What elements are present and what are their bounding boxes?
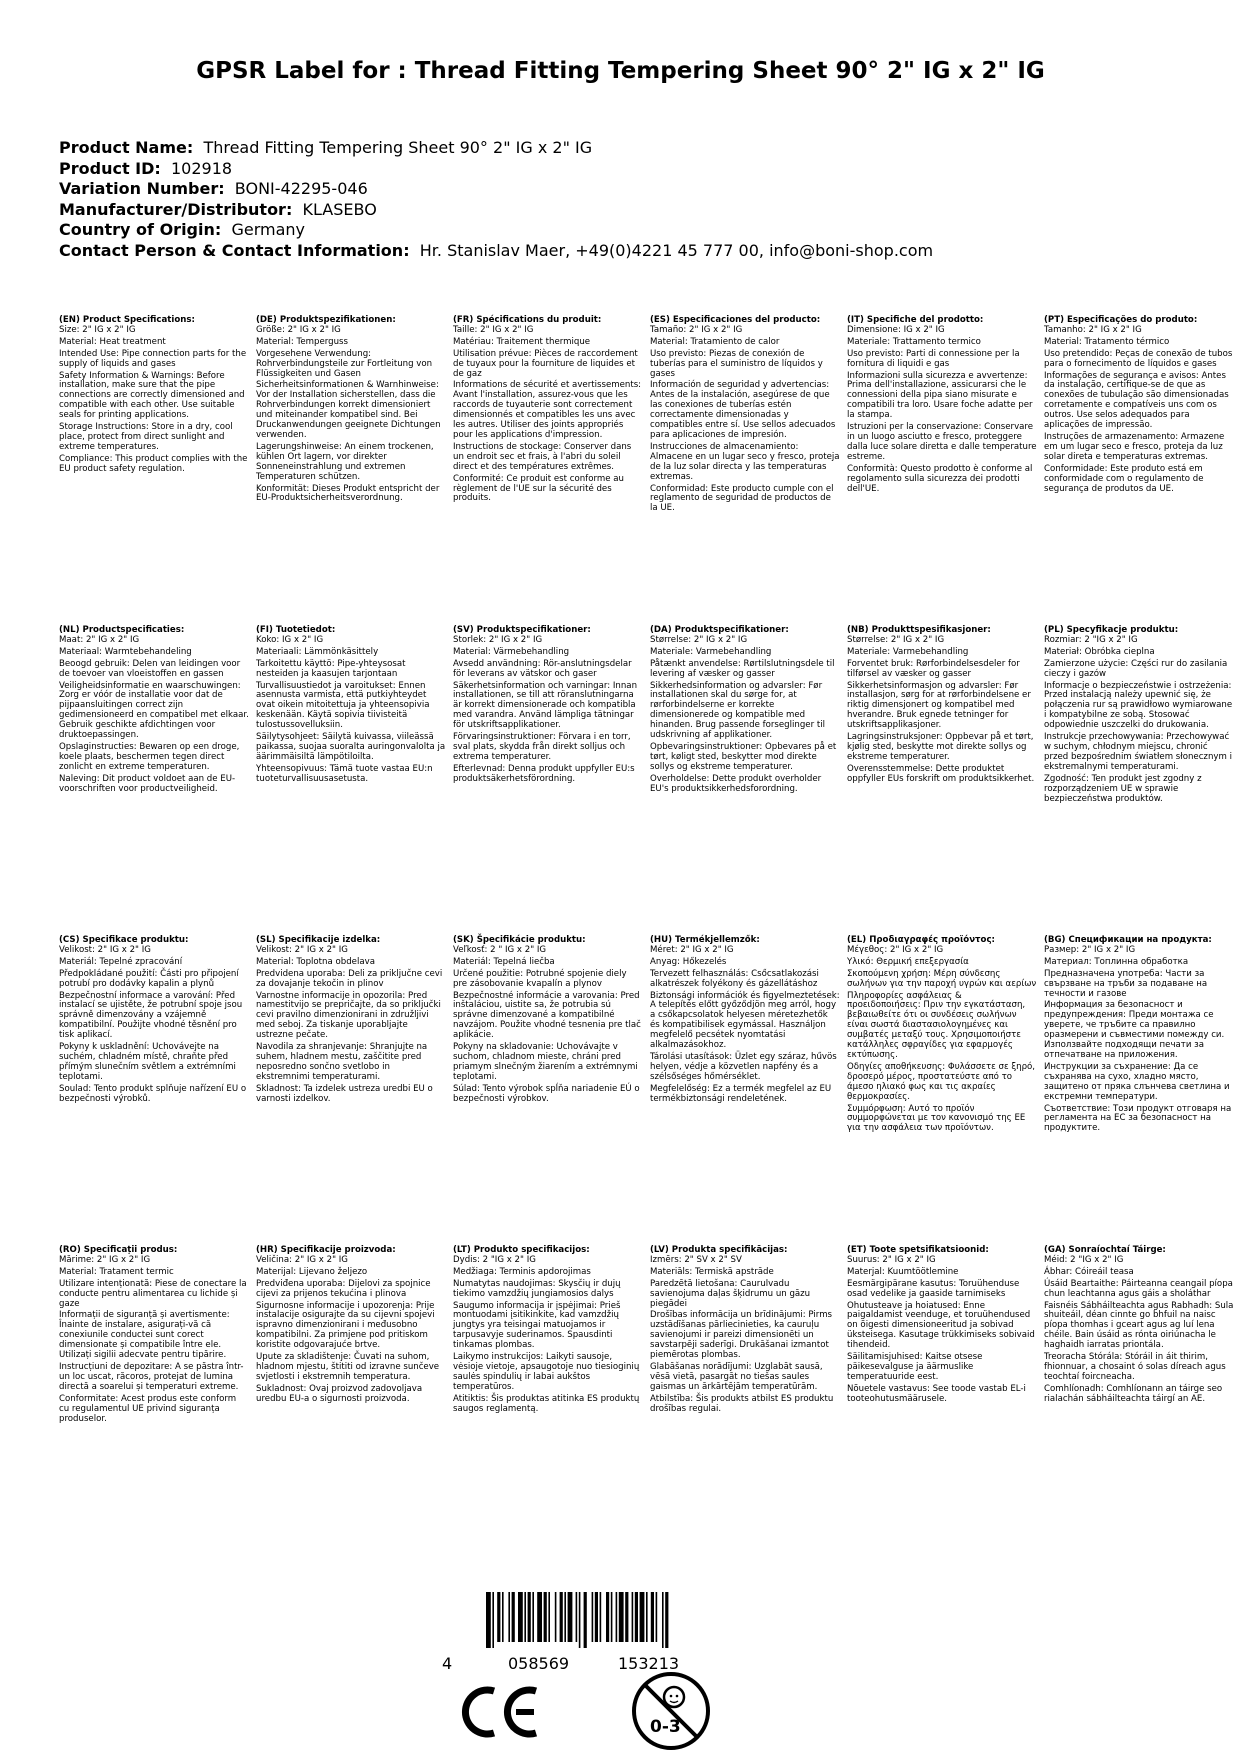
spec-block	[256, 936, 446, 1105]
barcode-bar	[595, 1592, 598, 1642]
spec-paragraph: Overensstemmelse: Dette produktet oppfyller EUs forskrift om produktsikkerhet.	[847, 763, 1035, 784]
spec-paragraph: Съответствие: Този продукт отговаря на регламента на ЕС за безопасност на продуктите.	[1044, 1103, 1232, 1134]
barcode-bar	[640, 1592, 645, 1642]
spec-paragraph: Υλικό: Θερμική επεξεργασία	[847, 956, 969, 967]
spec-paragraph: Ohutusteave ja hoiatused: Enne paigaldamist veenduge, et toruühendused on õigesti dimensioneeritud ja sobivad üksteisega. Kasutage trükkimiseks sobivaid tihendeid.	[847, 1300, 1035, 1351]
spec-block	[453, 1246, 643, 1415]
not-for-under-3-icon	[630, 1670, 712, 1752]
spec-paragraph: Informazioni sulla sicurezza e avvertenze: Prima dell'installazione, assicurarsi che le connessioni della pipa siano misurate e compatibili tra loro. Usare foche adatte per la stampa.	[847, 370, 1033, 421]
barcode-bar	[656, 1592, 658, 1642]
info-label: Variation Number:	[59, 179, 225, 198]
barcode-bar	[616, 1592, 618, 1642]
info-value: Germany	[231, 220, 305, 239]
spec-block	[1044, 1246, 1234, 1405]
spec-paragraph: Informacje o bezpieczeństwie i ostrzeżenia: Przed instalacją należy upewnić się, że połączenia rur są prawidłowo wymiarowane i kompatybilne ze sobą. Stosować odpowiednie uszczelki do drukowania.	[1044, 680, 1233, 731]
spec-heading: (BG) Спецификации на продукта:	[1044, 935, 1212, 945]
spec-paragraph: Laikymo instrukcijos: Laikyti sausoje, vėsioje vietoje, apsaugotoje nuo tiesioginių saulės spindulių ir labai aukštos temperatūros.	[453, 1352, 640, 1392]
barcode-bar	[512, 1592, 515, 1642]
spec-paragraph: Conformitate: Acest produs este conform cu regulamentul UE privind siguranța produselor.	[59, 1393, 237, 1424]
barcode-bar	[651, 1592, 654, 1642]
barcode-bar	[568, 1592, 573, 1642]
info-row	[59, 200, 933, 221]
spec-paragraph: Material: Tratamento térmico	[1044, 336, 1170, 347]
spec-paragraph: Materiale: Varmebehandling	[650, 646, 772, 657]
spec-block	[650, 626, 840, 795]
spec-paragraph: Πληροφορίες ασφάλειας & προειδοποιήσεις: Πριν την εγκατάσταση, βεβαιωθείτε ότι οι συνδέσεις σωλήνων είναι σωστά διαστασιολογημένες και συμβατές μεταξύ τους. Χρησιμοποιήστε κατάλληλες σφραγίδες για εφαρμογές εκτύπωσης.	[847, 990, 1026, 1060]
spec-paragraph: Glabāšanas norādījumi: Uzglabāt sausā, vēsā vietā, pasargāt no tiešas saules gaismas un ārkārtējām temperatūrām.	[650, 1361, 823, 1392]
spec-heading: (FI) Tuotetiedot:	[256, 625, 336, 635]
spec-paragraph: Drošības informācija un brīdinājumi: Pirms uzstādīšanas pārliecinieties, ka cauruļu savienojumi ir pareizi dimensionēti un savstarpēji saderīgi. Drukāšanai izmantot piemērotas plombas.	[650, 1310, 833, 1361]
spec-paragraph: Material: Heat treatment	[59, 336, 166, 347]
spec-paragraph: Säilitamisjuhised: Kaitse otsese päikesevalguse ja äärmuslike temperatuuride eest.	[847, 1352, 983, 1382]
spec-paragraph: Material: Värmebehandling	[453, 646, 570, 657]
spec-paragraph: Overholdelse: Dette produkt overholder EU's produktsikkerhedsforordning.	[650, 773, 822, 794]
spec-paragraph: Sikkerhedsinformation og advarsler: Før installationen skal du sørge for, at rørforbindelserne er korrekte dimensionerede og kompatible med hinanden. Brug passende forseglinger til udskrivning af applikationer.	[650, 680, 826, 741]
spec-paragraph: Předpokládané použití: Části pro připojení potrubí pro dodávky kapalin a plynů	[59, 968, 239, 989]
spec-paragraph: Pokyny na skladovanie: Uchovávajte v suchom, chladnom mieste, chráni pred priamym slnečným žiarením a extrémnymi teplotami.	[453, 1042, 638, 1082]
spec-heading: (FR) Spécifications du produit:	[453, 315, 602, 325]
spec-size: Taille: 2" IG x 2" IG	[453, 324, 534, 335]
spec-size: Размер: 2" IG x 2" IG	[1044, 944, 1136, 955]
spec-paragraph: Συμμόρφωση: Αυτό το προϊόν συμμορφώνεται με τον κανονισμό της ΕΕ για την ασφάλεια των προϊόντων.	[847, 1103, 1026, 1134]
spec-paragraph: Materiaal: Warmtebehandeling	[59, 646, 192, 657]
info-row	[59, 138, 933, 159]
spec-paragraph: Skladnost: Ta izdelek ustreza uredbi EU o varnosti izdelkov.	[256, 1083, 433, 1104]
spec-paragraph: Säilytysohjeet: Säilytä kuivassa, viileässä paikassa, suojaa suoralta auringonvalolta ja äärimmäisiltä lämpötiloilta.	[256, 732, 446, 762]
spec-paragraph: Sigurnosne informacije i upozorenja: Prije instalacije osigurajte da su cijevni spojevi ispravno dimenzionirani i međusobno kompatibilni. Za primjene pod pritiskom koristite odgovarajuće brtve.	[256, 1300, 435, 1351]
barcode-bar	[606, 1592, 609, 1642]
page-title: GPSR Label for : Thread Fitting Tempering Sheet 90° 2" IG x 2" IG	[196, 58, 1045, 84]
spec-block	[847, 316, 1037, 494]
barcode-digits-right: 153213	[618, 1654, 680, 1673]
spec-size: Méid: 2 "IG x 2" IG	[1044, 1254, 1124, 1265]
spec-paragraph: Utilizare intenționată: Piese de conectare la conducte pentru alimentarea cu lichide și gaze	[59, 1278, 247, 1309]
info-value: KLASEBO	[302, 199, 377, 219]
spec-paragraph: Instrucțiuni de depozitare: A se păstra într- un loc uscat, răcoros, protejat de lumina directă a soarelui și temperaturi extreme.	[59, 1361, 244, 1392]
spec-paragraph: Veiligheidsinformatie en waarschuwingen: Zorg er vóór de installatie voor dat de pijpaansluitingen correct zijn gedimensioneerd en compatibel met elkaar. Gebruik geschikte afdichtingen voor druktoepassingen.	[59, 680, 249, 741]
spec-paragraph: Faisnéis Sábháilteachta agus Rabhadh: Sula shuiteáil, déan cinnte go bhfuil na naisc píopa thomhas i gceart agus ag luí lena chéile. Bain úsáid as rónta oiriúnacha le haghaidh iarratas priontála.	[1044, 1300, 1234, 1351]
spec-paragraph: Bezpečnostní informace a varování: Před instalací se ujistěte, že potrubní spoje jsou správně dimenzovány a vzájemně kompatibilní. Použijte vhodné těsnění pro tisk aplikací.	[59, 990, 243, 1041]
barcode-bar	[524, 1592, 526, 1642]
spec-paragraph: Určené použitie: Potrubné spojenie diely pre zásobovanie kvapalín a plynov	[453, 968, 627, 989]
spec-paragraph: Predvidena uporaba: Deli za priključne cevi za dovajanje tekočin in plinov	[256, 968, 443, 989]
spec-size: Størrelse: 2" IG x 2" IG	[650, 634, 748, 645]
info-label: Product Name:	[59, 138, 194, 157]
spec-block	[256, 316, 446, 504]
spec-paragraph: Upute za skladištenje: Čuvati na suhom, hladnom mjestu, štititi od izravne sunčeve svjetlosti i ekstremnih temperatura.	[256, 1352, 440, 1382]
spec-block	[256, 1246, 446, 1405]
spec-heading: (SL) Specifikacije izdelka:	[256, 935, 381, 945]
spec-paragraph: Turvallisuustiedot ja varoitukset: Ennen asennusta varmista, että putkiyhteydet ovat oikein mitoitettuja ja yhteensopivia keskenään. Käytä sopivia tiivisteitä tulostussovelluksiin.	[256, 680, 430, 731]
spec-heading: (PL) Specyfikacje produktu:	[1044, 625, 1179, 635]
barcode-bar	[508, 1592, 510, 1642]
spec-size: Dydis: 2 "IG x 2" IG	[453, 1254, 536, 1265]
spec-paragraph: Compliance: This product complies with the EU product safety regulation.	[59, 453, 248, 474]
spec-heading: (EN) Product Specifications:	[59, 315, 195, 325]
spec-paragraph: Efterlevnad: Denna produkt uppfyller EU:s produktsäkerhetsförordning.	[453, 763, 635, 784]
age-label: 0-3	[650, 1717, 681, 1737]
spec-paragraph: Materjal: Kuumtöötlemine	[847, 1266, 959, 1277]
spec-paragraph: Material: Tratamiento de calor	[650, 336, 780, 347]
barcode-bar	[555, 1592, 557, 1642]
spec-size: Size: 2" IG x 2" IG	[59, 324, 136, 335]
spec-heading: (CS) Specifikace produktu:	[59, 935, 189, 945]
spec-heading: (NL) Productspecificaties:	[59, 625, 185, 635]
spec-paragraph: Eesmärgipärane kasutus: Toruühenduse osad vedelike ja gaaside tarnimiseks	[847, 1278, 1020, 1299]
spec-size: Μέγεθος: 2" IG x 2" IG	[847, 944, 944, 955]
barcode-bar	[518, 1592, 523, 1642]
info-label: Manufacturer/Distributor:	[59, 199, 293, 219]
info-value: 102918	[170, 158, 233, 178]
spec-size: Velikost: 2" IG x 2" IG	[256, 944, 348, 955]
spec-paragraph: Intended Use: Pipe connection parts for the supply of liquids and gases	[59, 348, 247, 369]
info-label: Country of Origin:	[59, 220, 222, 239]
spec-block	[1044, 626, 1234, 804]
barcode-bar	[564, 1592, 566, 1642]
spec-paragraph: Предназначена употреба: Части за свързване на тръби за подаване на течности и газове	[1044, 968, 1208, 999]
spec-block	[59, 936, 249, 1105]
spec-block	[650, 936, 840, 1105]
spec-block	[453, 316, 643, 504]
spec-block	[847, 626, 1037, 785]
ce-mark-icon	[458, 1683, 542, 1741]
spec-paragraph: Zgodność: Ten produkt jest zgodny z rozporządzeniem UE w sprawie bezpieczeństwa produktów.	[1044, 773, 1202, 804]
barcode-bar	[492, 1592, 494, 1648]
barcode-bar	[528, 1592, 531, 1642]
spec-paragraph: Megfelelőség: Ez a termék megfelel az EU termékbiztonsági rendeletének.	[650, 1083, 832, 1104]
spec-paragraph: Instrukcje przechowywania: Przechowywać w suchym, chłodnym miejscu, chronić przed bezpośrednim światłem słonecznym i ekstremalnymi temperaturami.	[1044, 732, 1232, 772]
spec-heading: (SV) Produktspecifikationer:	[453, 625, 591, 635]
barcode-bar	[646, 1592, 648, 1642]
spec-paragraph: Comhlíonadh: Comhlíonann an táirge seo rialachán sábháilteachta táirgí an AE.	[1044, 1383, 1223, 1404]
spec-size: Tamaño: 2" IG x 2" IG	[650, 324, 743, 335]
spec-paragraph: Material: Tratament termic	[59, 1266, 174, 1277]
barcode-bar	[486, 1592, 491, 1648]
spec-size: Størrelse: 2" IG x 2" IG	[847, 634, 945, 645]
barcode	[486, 1592, 716, 1648]
spec-size: Méret: 2" IG x 2" IG	[650, 944, 734, 955]
spec-paragraph: Avsedd användning: Rör-anslutningsdelar för leverans av vätskor och gaser	[453, 658, 632, 679]
info-row	[59, 179, 933, 200]
info-row	[59, 220, 933, 241]
info-label: Product ID:	[59, 158, 161, 178]
spec-paragraph: Información de seguridad y advertencias: Antes de la instalación, asegúrese de que las conexiones de tuberías estén correctamente dimensionadas y compatibles entre sí. Use sellos adecuados para aplicaciones de impresión.	[650, 380, 836, 440]
spec-size: Velikost: 2" IG x 2" IG	[59, 944, 151, 955]
spec-heading: (NB) Produkttspesifikasjoner:	[847, 625, 991, 635]
spec-paragraph: Förvaringsinstruktioner: Förvara i en torr, sval plats, skydda från direkt solljus och extrema temperaturer.	[453, 732, 631, 762]
spec-paragraph: Vorgesehene Verwendung: Rohrverbindungsteile zur Fortleitung von Flüssigkeiten und Gasen	[256, 348, 433, 379]
spec-paragraph: Konformität: Dieses Produkt entspricht der EU-Produktsicherheitsverordnung.	[256, 483, 440, 504]
spec-paragraph: Ábhar: Cóireáil teasa	[1044, 1266, 1134, 1277]
spec-size: Dimensione: IG x 2" IG	[847, 324, 945, 335]
info-value: Hr. Stanislav Maer, +49(0)4221 45 777 00, info@boni-shop.com	[419, 240, 934, 260]
spec-paragraph: Materiál: Tepelná liečba	[453, 956, 555, 967]
spec-paragraph: Materijal: Lijevano željezo	[256, 1266, 368, 1277]
barcode-bar	[662, 1592, 664, 1648]
barcode-bar	[592, 1592, 594, 1642]
spec-paragraph: Navodila za shranjevanje: Shranjujte na suhem, hladnem mestu, zaščitite pred neposredno sončno svetlobo in ekstremnimi temperaturami.	[256, 1042, 428, 1082]
spec-paragraph: Materiál: Tepelné zpracování	[59, 956, 183, 967]
spec-paragraph: Materiale: Varmebehandling	[847, 646, 969, 657]
spec-size: Izmērs: 2" SV x 2" SV	[650, 1254, 742, 1265]
spec-paragraph: Sicherheitsinformationen & Warnhinweise: Vor der Installation sicherstellen, dass die Rohrverbindungen korrekt dimensioniert und miteinander kompatibel sind. Bei Druckanwendungen geeignete Dichtungen verwenden.	[256, 380, 441, 440]
barcode-bar	[611, 1592, 613, 1642]
spec-size: Veličina: 2" IG x 2" IG	[256, 1254, 348, 1265]
spec-heading: (DE) Produktspezifikationen:	[256, 315, 396, 325]
info-label: Contact Person & Contact Information:	[59, 240, 410, 260]
barcode-digit-first: 4	[442, 1654, 453, 1673]
spec-paragraph: Beoogd gebruik: Delen van leidingen voor de toevoer van vloeistoffen en gassen	[59, 658, 241, 679]
spec-paragraph: Sikkerhetsinformasjon og advarsler: Før installasjon, sørg for at rørforbindelsene er riktig dimensjonert og kompatibel med hverandre. Bruk egnede tetninger for utskriftsapplikasjoner.	[847, 680, 1031, 731]
spec-paragraph: Istruzioni per la conservazione: Conservare in un luogo asciutto e fresco, proteggere dalla luce solare diretta e dalle temperature estreme.	[847, 422, 1037, 462]
spec-paragraph: Sukladnost: Ovaj proizvod zadovoljava uredbu EU-a o sigurnosti proizvoda.	[256, 1383, 423, 1404]
barcode-bar	[665, 1592, 668, 1648]
spec-paragraph: Naleving: Dit product voldoet aan de EU-voorschriften voor productveiligheid.	[59, 773, 236, 794]
barcode-bar	[600, 1592, 602, 1642]
spec-paragraph: Conformità: Questo prodotto è conforme al regolamento sulla sicurezza dei prodotti dell'UE.	[847, 463, 1033, 494]
spec-paragraph: Σκοπούμενη χρήση: Μέρη σύνδεσης σωλήνων για την παροχή υγρών και αερίων	[847, 968, 1037, 989]
spec-heading: (GA) Sonraíochtaí Táirge:	[1044, 1245, 1166, 1255]
barcode-bar	[632, 1592, 634, 1642]
barcode-bar	[544, 1592, 547, 1642]
spec-paragraph: Påtænkt anvendelse: Rørtilslutningsdele til levering af væsker og gasser	[650, 658, 835, 679]
spec-paragraph: Instructions de stockage: Conserver dans un endroit sec et frais, à l'abri du soleil direct et des températures extrêmes.	[453, 441, 632, 472]
spec-paragraph: Numatytas naudojimas: Skysčių ir dujų tiekimo vamzdžių jungiamosios dalys	[453, 1278, 621, 1299]
barcode-bar	[579, 1592, 581, 1648]
spec-paragraph: Zamierzone użycie: Części rur do zasilania cieczy i gazów	[1044, 658, 1228, 679]
spec-paragraph: Opslaginstructies: Bewaren op een droge, koele plaats, beschermen tegen direct zonlicht en extreme temperaturen.	[59, 741, 240, 772]
spec-paragraph: Materiał: Obróbka cieplna	[1044, 646, 1155, 657]
barcode-bar	[584, 1592, 587, 1648]
spec-paragraph: Pokyny k uskladnění: Uchovávejte na suchém, chladném místě, chraňte před přímým slunečním světlem a extrémními teplotami.	[59, 1042, 236, 1082]
spec-paragraph: Opbevaringsinstruktioner: Opbevares på et tørt, køligt sted, beskytter mod direkte sollys og ekstreme temperaturer.	[650, 741, 837, 772]
spec-paragraph: Informații de siguranță și avertismente: Înainte de instalare, asigurați-vă că conexiunile conductei sunt corect dimensionate și compatibile între ele. Utilizați sigilii adecvate pentru tipărire.	[59, 1310, 230, 1361]
barcode-bar	[548, 1592, 550, 1642]
spec-paragraph: Conformité: Ce produit est conforme au règlement de l'UE sur la sécurité des produits.	[453, 473, 624, 504]
spec-heading: (PT) Especificações do produto:	[1044, 315, 1198, 325]
spec-size: Koko: IG x 2" IG	[256, 634, 324, 645]
spec-paragraph: Uso previsto: Piezas de conexión de tuberías para el suministro de líquidos y gases	[650, 348, 823, 379]
spec-paragraph: Utilisation prévue: Pièces de raccordement de tuyaux pour la fourniture de liquides et de gaz	[453, 348, 638, 379]
spec-paragraph: Forventet bruk: Rørforbindelsesdeler for tilførsel av væsker og gasser	[847, 658, 1020, 679]
spec-paragraph: Anyag: Hőkezelés	[650, 956, 727, 967]
spec-heading: (HR) Specifikacije proizvoda:	[256, 1245, 396, 1255]
barcode-bar	[625, 1592, 628, 1642]
spec-block	[650, 316, 840, 514]
spec-block	[650, 1246, 840, 1415]
spec-size: Storlek: 2" IG x 2" IG	[453, 634, 543, 645]
spec-paragraph: Instrucciones de almacenamiento: Almacene en un lugar seco y fresco, proteja de la luz solar directa y las temperaturas extremas.	[650, 441, 840, 482]
spec-paragraph: Uso previsto: Parti di connessione per la fornitura di liquidi e gas	[847, 348, 1020, 369]
spec-paragraph: Инструкции за съхранение: Да се съхранява на сухо, хладно място, защитено от пряка слънчева светлина и екстремни температури.	[1044, 1061, 1230, 1102]
barcode-bar	[497, 1592, 500, 1642]
spec-paragraph: Lagerungshinweise: An einem trockenen, kühlen Ort lagern, vor direkter Sonneneinstrahlung und extremen Temperaturen schützen.	[256, 441, 434, 482]
spec-size: Tamanho: 2" IG x 2" IG	[1044, 324, 1142, 335]
spec-paragraph: Material: Toplotna obdelava	[256, 956, 375, 967]
spec-paragraph: Materiaali: Lämmönkäsittely	[256, 646, 379, 657]
spec-paragraph: Информация за безопасност и предупреждения: Преди монтажа се уверете, че тръбите са правилно оразмерени и съвместими помежду си. Използвайте подходящи печати за отпечатване на приложения.	[1044, 1000, 1225, 1060]
spec-heading: (SK) Špecifikácie produktu:	[453, 935, 586, 945]
spec-paragraph: Atitiktis: Šis produktas atitinka ES produktų saugos reglamentą.	[453, 1393, 640, 1414]
barcode-bar	[532, 1592, 534, 1642]
spec-block	[59, 626, 249, 795]
spec-paragraph: Yhteensopivuus: Tämä tuote vastaa EU:n tuoteturvallisuusasetusta.	[256, 763, 433, 784]
barcode-bar	[635, 1592, 638, 1642]
spec-block	[453, 936, 643, 1105]
spec-paragraph: Storage Instructions: Store in a dry, cool place, protect from direct sunlight and extreme temperatures.	[59, 422, 233, 452]
spec-paragraph: Instruções de armazenamento: Armazene em um lugar seco e fresco, proteja da luz solar direta e temperaturas extremas.	[1044, 431, 1225, 462]
spec-paragraph: Οδηγίες αποθήκευσης: Φυλάσσετε σε ξηρό, δροσερό μέρος, προστατεύστε από το άμεσο ηλιακό φως και τις ακραίες θερμοκρασίες.	[847, 1061, 1036, 1102]
spec-paragraph: Lagringsinstruksjoner: Oppbevar på et tørt, kjølig sted, beskytte mot direkte sollys og ekstreme temperaturer.	[847, 732, 1034, 762]
spec-paragraph: Medžiaga: Terminis apdorojimas	[453, 1266, 591, 1277]
barcode-digits-left: 058569	[508, 1654, 570, 1673]
spec-paragraph: Säkerhetsinformation och varningar: Innan installationen, se till att röranslutningarna är korrekt dimensionerade och kompatibla med varandra. Använd lämpliga tätningar för utskriftsapplikationer.	[453, 680, 638, 731]
spec-paragraph: Bezpečnostné informácie a varovania: Pred inštaláciou, uistite sa, že potrubia sú správne dimenzované a kompatibilné navzájom. Použite vhodné tesnenia pre tlač aplikácie.	[453, 990, 641, 1041]
spec-heading: (RO) Specificații produs:	[59, 1245, 178, 1255]
spec-heading: (ES) Especificaciones del producto:	[650, 315, 821, 325]
spec-heading: (LT) Produkto specifikacijos:	[453, 1245, 590, 1255]
info-value: BONI-42295-046	[234, 179, 368, 198]
info-row	[59, 159, 933, 180]
spec-paragraph: Soulad: Tento produkt splňuje nařízení EU o bezpečnosti výrobků.	[59, 1083, 247, 1104]
spec-heading: (ET) Toote spetsifikatsioonid:	[847, 1245, 989, 1255]
spec-size: Mărime: 2" IG x 2" IG	[59, 1254, 151, 1265]
spec-size: Größe: 2" IG x 2" IG	[256, 324, 341, 335]
spec-size: Rozmiar: 2 "IG x 2" IG	[1044, 634, 1138, 645]
spec-size: Veľkosť: 2 " IG x 2" IG	[453, 944, 547, 955]
spec-paragraph: Tarkoitettu käyttö: Pipe-yhteysosat nesteiden ja kaasujen tarjontaan	[256, 658, 406, 679]
spec-heading: (HU) Termékjellemzők:	[650, 935, 760, 945]
spec-paragraph: Paredzētā lietošana: Caurulvadu savienojuma daļas šķidrumu un gāzu piegādei	[650, 1278, 811, 1309]
spec-paragraph: Biztonsági információk és figyelmeztetések: A telepítés előtt győződjön meg arról, hogy a csőkapcsolatok helyesen méretezhetők és kompatibilisek egymással. Használjon megfelelő pecsétek nyomtatási alkalmazásokhoz.	[650, 990, 840, 1051]
spec-paragraph: Uso pretendido: Peças de conexão de tubos para o fornecimento de líquidos e gases	[1044, 348, 1233, 369]
spec-paragraph: Safety Information & Warnings: Before installation, make sure that the pipe connections are correctly dimensioned and compatible with each other. Use suitable seals for printing applications.	[59, 370, 245, 421]
spec-paragraph: Nõuetele vastavus: See toode vastab EL-i tooteohutusmäärusele.	[847, 1383, 1026, 1404]
spec-heading: (IT) Specifiche del prodotto:	[847, 315, 984, 325]
spec-paragraph: Tárolási utasítások: Üzlet egy száraz, hűvös helyen, védje a közvetlen napfény és a szélsőséges hőmérséklet.	[650, 1051, 837, 1082]
spec-block	[59, 316, 249, 475]
spec-paragraph: Conformidad: Este producto cumple con el reglamento de seguridad de productos de la UE.	[650, 483, 834, 514]
barcode-bar	[537, 1592, 542, 1642]
spec-paragraph: Conformidade: Este produto está em conformidade com o regulamento de segurança de produtos da UE.	[1044, 463, 1204, 494]
spec-block	[1044, 936, 1234, 1134]
spec-paragraph: Tervezett felhasználás: Csőcsatlakozási alkatrészek folyékony és gázellátáshoz	[650, 968, 819, 989]
spec-paragraph: Varnostne informacije in opozorila: Pred namestitvijo se prepričajte, da so priključki cevi pravilno dimenzionirani in združljivi med seboj. Za tiskanje uporabljajte ustrezne pečate.	[256, 990, 441, 1041]
spec-block	[1044, 316, 1234, 494]
spec-size: Maat: 2" IG x 2" IG	[59, 634, 140, 645]
spec-paragraph: Materiāls: Termiskā apstrāde	[650, 1266, 774, 1277]
spec-paragraph: Treoracha Stórála: Stóráil in áit thirim, fhionnuar, a chosaint ó solas díreach agus teochtaí foircneacha.	[1044, 1352, 1226, 1382]
spec-block	[59, 1246, 249, 1424]
spec-paragraph: Informations de sécurité et avertissements: Avant l'installation, assurez-vous que les raccords de tuyauterie sont correctement dimensionnés et compatibles les uns avec les autres. Utiliser des joints appropriés pour les applications d'impression.	[453, 380, 642, 440]
spec-paragraph: Materiale: Trattamento termico	[847, 336, 981, 347]
spec-paragraph: Atbilstība: Šis produkts atbilst ES produktu drošības regulai.	[650, 1393, 834, 1414]
barcode-bar	[576, 1592, 578, 1642]
spec-block	[453, 626, 643, 785]
info-row	[59, 241, 933, 262]
spec-paragraph: Informações de segurança e avisos: Antes da instalação, certifique-se de que as conexões de tubulação são dimensionadas corretamente e compatíveis uns com os outros. Use selos adequados para aplicações de impressão.	[1044, 370, 1229, 431]
spec-paragraph: Súlad: Tento výrobok spĺňa nariadenie EÚ o bezpečnosti výrobkov.	[453, 1083, 640, 1104]
spec-paragraph: Материал: Топлинна обработка	[1044, 956, 1189, 967]
barcode-bar	[502, 1592, 504, 1642]
barcode-bar	[560, 1592, 563, 1642]
barcode-bar	[619, 1592, 624, 1642]
spec-paragraph: Matériau: Traitement thermique	[453, 336, 591, 347]
info-value: Thread Fitting Tempering Sheet 90° 2" IG x 2" IG	[203, 138, 593, 157]
spec-block	[256, 626, 446, 785]
spec-heading: (DA) Produktspecifikationer:	[650, 625, 789, 635]
spec-block	[847, 1246, 1037, 1405]
spec-heading: (EL) Προδιαγραφές προϊόντος:	[847, 935, 995, 945]
spec-size: Suurus: 2" IG x 2" IG	[847, 1254, 936, 1265]
spec-paragraph: Úsáid Beartaithe: Páirteanna ceangail píopa chun leachtanna agus gáis a sholáthar	[1044, 1278, 1233, 1299]
product-info	[59, 138, 933, 261]
spec-paragraph: Material: Temperguss	[256, 336, 348, 347]
spec-heading: (LV) Produkta specifikācijas:	[650, 1245, 788, 1255]
spec-block	[847, 936, 1037, 1134]
spec-paragraph: Predviđena uporaba: Dijelovi za spojnice cijevi za prijenos tekućina i plinova	[256, 1278, 431, 1299]
spec-paragraph: Saugumo informacija ir įspėjimai: Prieš montuodami įsitikinkite, kad vamzdžių jungtys yra teisingai matuojamos ir tarpusavyje suderinamos. Spausdinti tinkamas plombas.	[453, 1300, 621, 1351]
